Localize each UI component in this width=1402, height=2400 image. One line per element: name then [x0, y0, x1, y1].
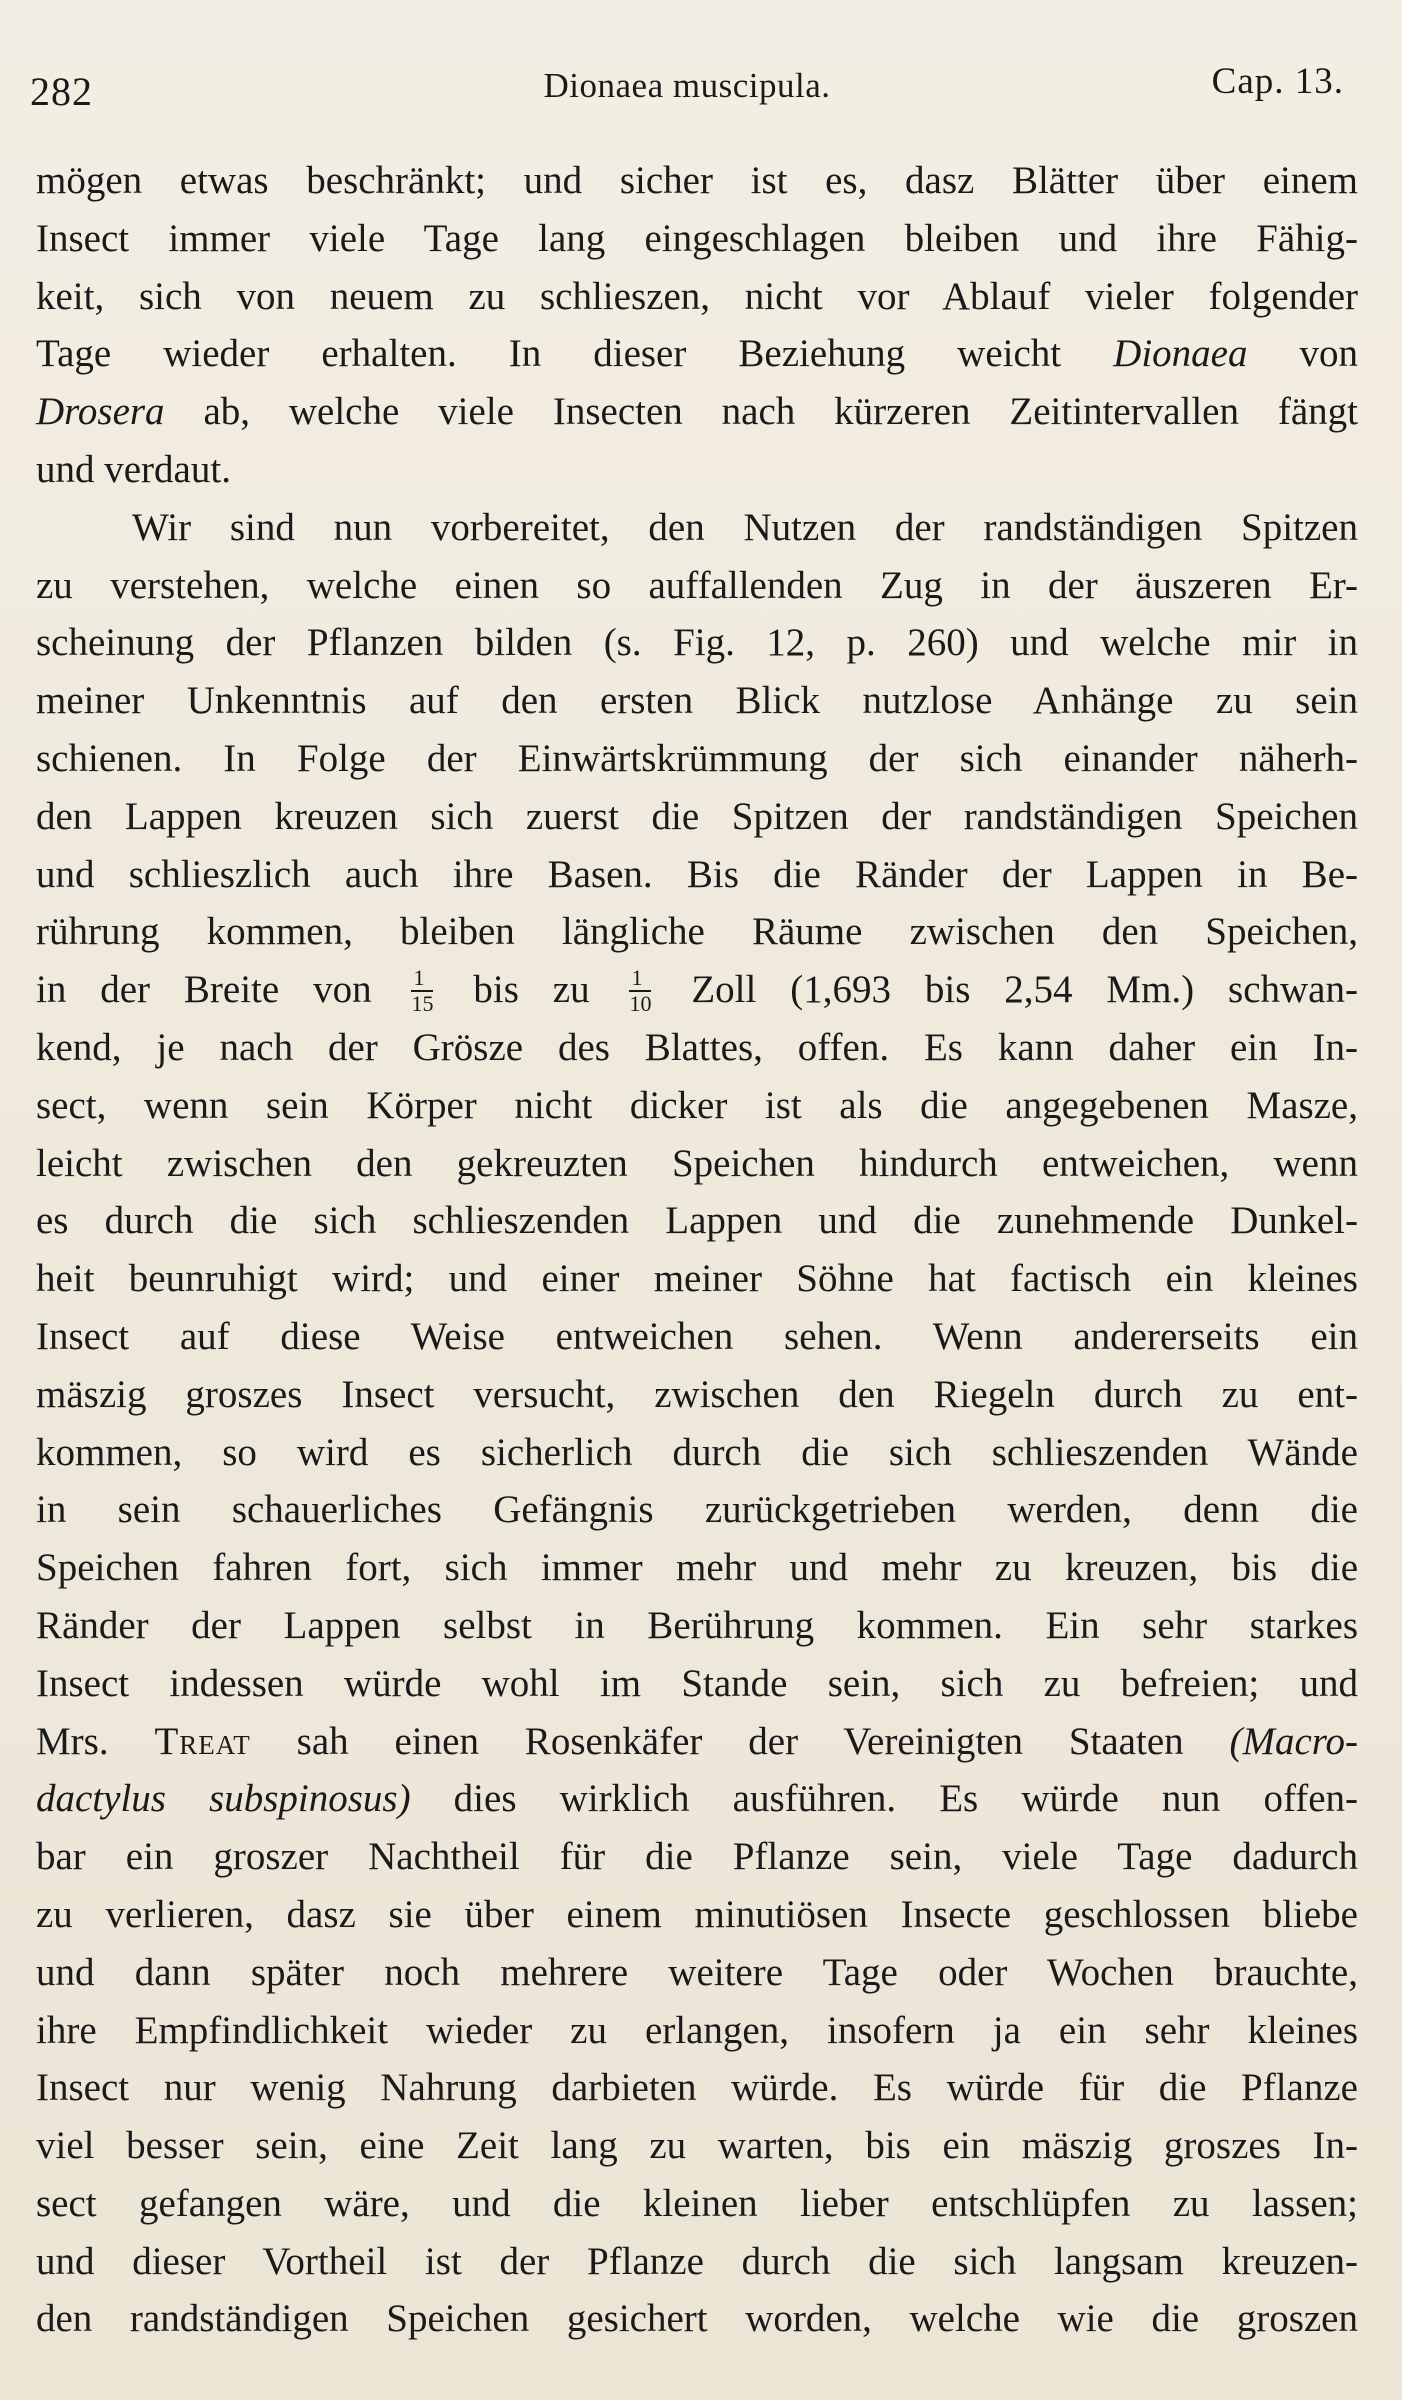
text-line: [36, 499, 1358, 557]
text-line: [36, 2117, 1358, 2175]
text-segment: dies wirklich ausführen. Es würde nun offen-: [410, 1777, 1359, 1821]
text-line: [36, 2290, 1358, 2348]
text-segment: ab, welche viele Insecten nach kürzeren Zeitintervallen fängt: [164, 390, 1358, 434]
text-segment: scheinung der Pflanzen bilden (s. Fig. 12, p. 260) und welche mir in: [36, 621, 1358, 665]
text-segment: Mrs.: [36, 1719, 155, 1763]
text-line: [36, 846, 1358, 904]
italic-text: Drosera: [36, 390, 165, 434]
text-line: [36, 152, 1358, 210]
text-segment: und dann später noch mehrere weitere Tage oder Wochen brauchte,: [36, 1950, 1358, 1994]
text-segment: mäszig groszes Insect versucht, zwischen den Riegeln durch zu ent-: [36, 1372, 1358, 1416]
text-segment: bar ein groszer Nachtheil für die Pflanze sein, viele Tage dadurch: [36, 1835, 1358, 1879]
text-line: [36, 1077, 1358, 1135]
text-segment: Insect indessen würde wohl im Stande sein, sich zu befreien; und: [36, 1661, 1358, 1705]
text-segment: und schlieszlich auch ihre Basen. Bis die Ränder der Lappen in Be-: [36, 852, 1358, 896]
text-segment: Insect nur wenig Nahrung darbieten würde. Es würde für die Pflanze: [36, 2066, 1358, 2110]
text-line: [36, 788, 1358, 846]
text-segment: sah einen Rosenkäfer der Vereinigten Staaten: [250, 1719, 1230, 1763]
text-line: [36, 730, 1358, 788]
text-line: [36, 614, 1358, 672]
text-segment: Insect immer viele Tage lang eingeschlagen bleiben und ihre Fähig-: [36, 216, 1358, 260]
text-segment: ihre Empfindlichkeit wieder zu erlangen, insofern ja ein sehr kleines: [36, 2008, 1358, 2052]
text-segment: den randständigen Speichen gesichert worden, welche wie die groszen: [36, 2297, 1358, 2341]
text-line: [36, 1481, 1358, 1539]
text-segment: zu verlieren, dasz sie über einem minutiösen Insecte geschlossen bliebe: [36, 1892, 1358, 1936]
italic-text: (Macro-: [1229, 1719, 1358, 1763]
text-segment: rührung kommen, bleiben längliche Räume zwischen den Speichen,: [36, 910, 1358, 954]
italic-text: Dionaea: [1113, 332, 1248, 376]
text-segment: den Lappen kreuzen sich zuerst die Spitzen der randständigen Speichen: [36, 794, 1358, 838]
fraction-numerator: 1: [629, 967, 651, 992]
fraction: [629, 967, 651, 1015]
text-line: [36, 672, 1358, 730]
fraction-numerator: 1: [411, 967, 433, 992]
text-line: [36, 1366, 1358, 1424]
running-title: Dionaea muscipula.: [543, 66, 831, 105]
text-segment: Zoll (1,693 bis 2,54 Mm.) schwan-: [657, 968, 1358, 1012]
text-segment: Ränder der Lappen selbst in Berührung kommen. Ein sehr starkes: [36, 1603, 1358, 1647]
text-segment: kend, je nach der Grösze des Blattes, offen. Es kann daher ein In-: [36, 1025, 1358, 1069]
text-line: [36, 2059, 1358, 2117]
text-line: [36, 1770, 1358, 1828]
text-line: [36, 2175, 1358, 2233]
text-segment: von: [1247, 332, 1359, 376]
text-line: [36, 1886, 1358, 1944]
text-segment: viel besser sein, eine Zeit lang zu warten, bis ein mäszig groszes In-: [36, 2124, 1358, 2168]
text-line: [36, 268, 1358, 326]
text-line: [36, 1135, 1358, 1193]
text-line: [36, 1539, 1358, 1597]
text-segment: und verdaut.: [36, 447, 231, 491]
text-line: [36, 1019, 1358, 1077]
text-segment: meiner Unkenntnis auf den ersten Blick nutzlose Anhänge zu sein: [36, 679, 1358, 723]
text-line: [36, 2002, 1358, 2060]
text-line: [36, 441, 1358, 499]
text-line: [36, 557, 1358, 615]
page-header: [30, 60, 1344, 116]
fraction-denominator: 10: [629, 991, 652, 1017]
page-number: 282: [30, 69, 93, 114]
text-line: [36, 1250, 1358, 1308]
text-line: [36, 383, 1358, 441]
text-segment: sect, wenn sein Körper nicht dicker ist als die angegebenen Masze,: [36, 1083, 1358, 1127]
text-segment: Speichen fahren fort, sich immer mehr und mehr zu kreuzen, bis die: [36, 1546, 1358, 1590]
text-segment: Wir sind nun vorbereitet, den Nutzen der randständigen Spitzen: [132, 505, 1358, 549]
text-segment: sect gefangen wäre, und die kleinen lieber entschlüpfen zu lassen;: [36, 2181, 1358, 2225]
text-segment: leicht zwischen den gekreuzten Speichen hindurch entweichen, wenn: [36, 1141, 1358, 1185]
text-line: [36, 1192, 1358, 1250]
text-line: [36, 210, 1358, 268]
text-segment: zu verstehen, welche einen so auffallenden Zug in der äuszeren Er-: [36, 563, 1358, 607]
text-segment: in der Breite von: [36, 968, 406, 1012]
text-segment: kommen, so wird es sicherlich durch die sich schlieszenden Wände: [36, 1430, 1358, 1474]
text-line: [36, 1655, 1358, 1713]
text-line: [36, 1713, 1358, 1771]
text-segment: es durch die sich schlieszenden Lappen und die zunehmende Dunkel-: [36, 1199, 1358, 1243]
text-line: [36, 903, 1358, 961]
text-line: [36, 1597, 1358, 1655]
text-segment: bis zu: [439, 968, 624, 1012]
body-text: [36, 152, 1358, 2348]
chapter-label: Cap. 13.: [1211, 61, 1344, 102]
text-line: [36, 1424, 1358, 1482]
small-caps-name: Treat: [154, 1719, 251, 1763]
text-line: [36, 1308, 1358, 1366]
text-segment: keit, sich von neuem zu schlieszen, nicht vor Ablauf vieler folgender: [36, 274, 1358, 318]
fraction-denominator: 15: [411, 991, 434, 1017]
text-segment: in sein schauerliches Gefängnis zurückgetrieben werden, denn die: [36, 1488, 1358, 1532]
fraction: [411, 967, 433, 1015]
text-line: [36, 1944, 1358, 2002]
text-segment: heit beunruhigt wird; und einer meiner Söhne hat factisch ein kleines: [36, 1257, 1358, 1301]
text-segment: und dieser Vortheil ist der Pflanze durch die sich langsam kreuzen-: [36, 2239, 1358, 2283]
text-line: [36, 2233, 1358, 2291]
text-segment: mögen etwas beschränkt; und sicher ist es, dasz Blätter über einem: [36, 159, 1358, 202]
text-line: [36, 325, 1358, 383]
text-segment: Insect auf diese Weise entweichen sehen. Wenn andererseits ein: [36, 1314, 1358, 1358]
italic-text: dactylus subspinosus): [36, 1777, 411, 1821]
text-segment: schienen. In Folge der Einwärtskrümmung der sich einander näherh-: [36, 736, 1358, 780]
text-line: [36, 1828, 1358, 1886]
text-segment: Tage wieder erhalten. In dieser Beziehung weicht: [36, 332, 1114, 376]
text-line: [36, 961, 1358, 1019]
